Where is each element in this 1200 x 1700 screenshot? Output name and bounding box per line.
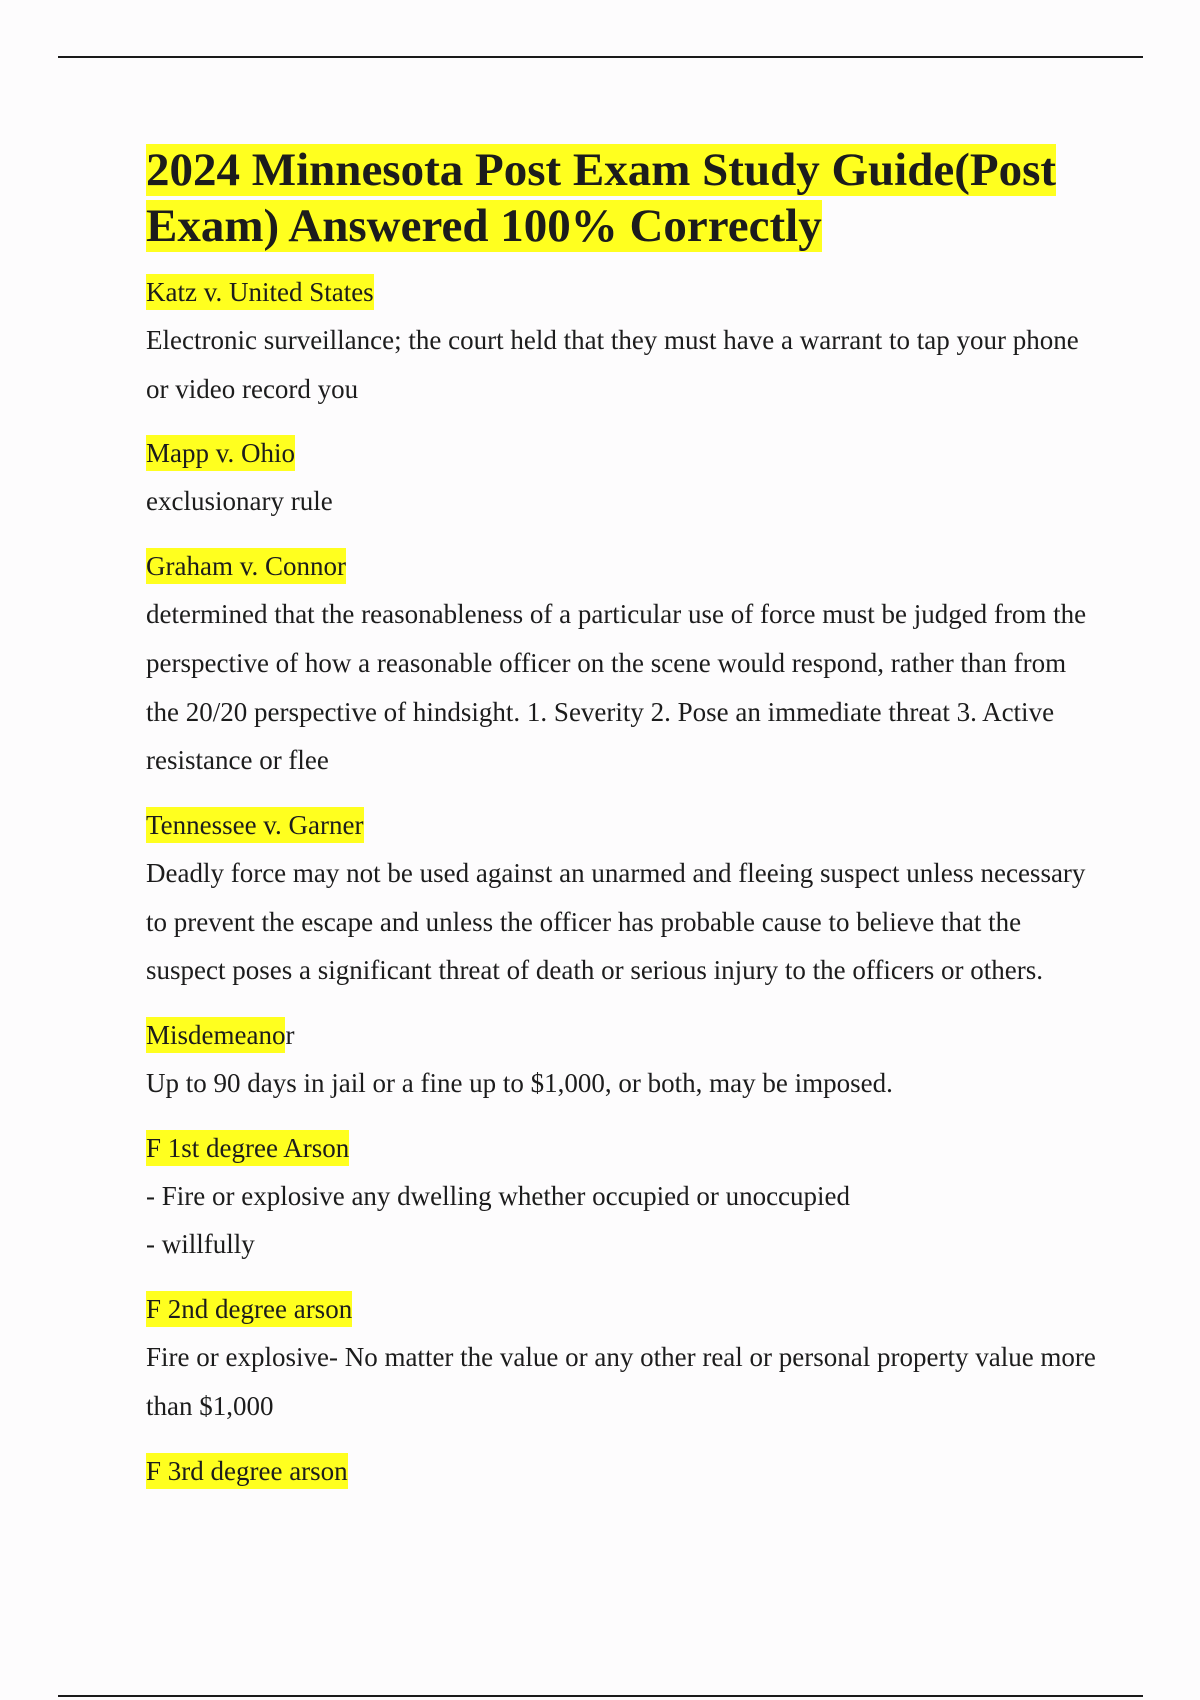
- definition-text: exclusionary rule: [146, 486, 333, 517]
- definition-line: - willfully: [146, 1229, 255, 1260]
- term-highlight: Katz v. United States: [146, 274, 374, 310]
- definition-text: Up to 90 days in jail or a fine up to $1,000, or both, may be imposed.: [146, 1068, 893, 1099]
- term-label: [146, 268, 1096, 316]
- term-highlight: Tennessee v. Garner: [146, 807, 364, 843]
- term-highlight: F 2nd degree arson: [146, 1291, 352, 1327]
- term-label: [146, 1011, 1096, 1059]
- term-label: [146, 1285, 1096, 1333]
- qa-entry-arson-1st: [146, 1124, 1096, 1269]
- qa-entry-graham: [146, 542, 1096, 785]
- qa-entry-misdemeanor: [146, 1011, 1096, 1108]
- qa-entry-arson-3rd: [146, 1447, 1096, 1495]
- definition-line: - Fire or explosive any dwelling whether occupied or unoccupied: [146, 1180, 851, 1211]
- term-highlight: Graham v. Connor: [146, 548, 346, 584]
- term-highlight: F 3rd degree arson: [146, 1453, 348, 1489]
- definition-text: Deadly force may not be used against an unarmed and fleeing suspect unless necessary to prevent the escape and unless the officer has probable cause to believe that the suspect poses a significant threat of death or serious injury to the officers or others.: [146, 857, 1086, 986]
- qa-entry-arson-2nd: [146, 1285, 1096, 1430]
- bottom-rule: [58, 1695, 1143, 1697]
- top-rule: [58, 56, 1143, 58]
- definition-text: determined that the reasonableness of a particular use of force must be judged from the perspective of how a reasonable officer on the scene would respond, rather than from the 20/20 perspective of hindsight. 1. Severity 2. Pose an immediate threat 3. Active resistance or flee: [146, 599, 1087, 776]
- title-highlight: 2024 Minnesota Post Exam Study Guide(Post Exam) Answered 100% Correctly: [146, 144, 1057, 252]
- term-label: [146, 1124, 1096, 1172]
- qa-entry-katz: [146, 268, 1096, 413]
- document-title: [146, 142, 1096, 254]
- term-highlight: Misdemeano: [146, 1017, 285, 1053]
- document-body: [146, 142, 1096, 1495]
- qa-entry-garner: [146, 801, 1096, 995]
- term-label: [146, 801, 1096, 849]
- definition-text: Fire or explosive- No matter the value or any other real or personal property value more than $1,000: [146, 1342, 1096, 1421]
- term-label: [146, 542, 1096, 590]
- term-label: [146, 1447, 1096, 1495]
- term-highlight: F 1st degree Arson: [146, 1130, 349, 1166]
- term-highlight: Mapp v. Ohio: [146, 435, 295, 471]
- qa-entry-mapp: [146, 429, 1096, 526]
- term-unhighlighted-part: r: [285, 1020, 295, 1051]
- term-label: [146, 429, 1096, 477]
- definition-text: Electronic surveillance; the court held that they must have a warrant to tap your phone or video record you: [146, 325, 1079, 404]
